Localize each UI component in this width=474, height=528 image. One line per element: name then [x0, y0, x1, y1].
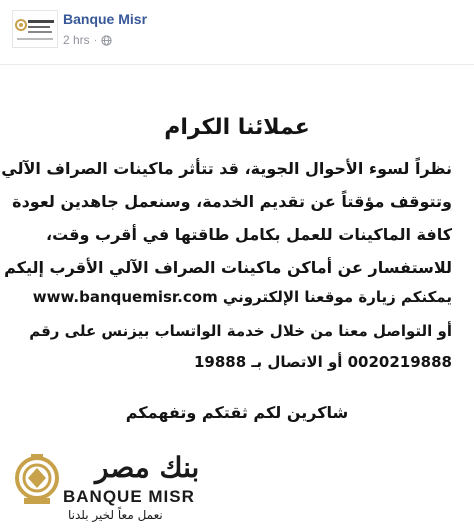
announcement-line-2: وتتوقف مؤقتاً عن تقديم الخدمة، وسنعمل جاهدين لعودة — [12, 192, 452, 211]
announcement-line-1: نظراً لسوء الأحوال الجوية، قد تتأثر ماكينات الصراف الآلي — [1, 159, 452, 178]
banque-misr-logo-icon — [13, 11, 57, 47]
post-header — [0, 0, 474, 56]
post-meta — [63, 33, 112, 47]
globe-icon[interactable] — [101, 35, 112, 46]
announcement-title: عملائنا الكرام — [164, 115, 310, 140]
logo-arabic-text: بنك مصر — [95, 451, 200, 484]
logo-english-text: BANQUE MISR — [63, 487, 195, 506]
page-avatar[interactable] — [12, 10, 58, 48]
meta-separator: · — [93, 34, 98, 46]
announcement-line-5: يمكنكم زيارة موقعنا الإلكتروني www.banquemisr.com — [32, 288, 452, 306]
logo-tagline: نعمل معاً لخير بلدنا — [68, 508, 163, 522]
post-time[interactable]: 2 hrs — [63, 33, 90, 47]
announcement-line-7: 0020219888 أو الاتصال بـ 19888 — [193, 353, 452, 371]
announcement-line-4: للاستفسار عن أماكن ماكينات الصراف الآلي الأقرب إليكم — [4, 258, 452, 277]
announcement-line-3: كافة الماكينات للعمل بكامل طاقتها في أقرب وقت، — [46, 225, 452, 244]
post-author[interactable]: Banque Misr — [63, 11, 148, 27]
thanks-line: شاكرين لكم ثقتكم وتفهمكم — [125, 403, 349, 422]
bank-emblem-icon — [14, 448, 60, 508]
announcement-line-6: أو التواصل معنا من خلال خدمة الواتساب بيزنس على رقم — [29, 322, 452, 340]
